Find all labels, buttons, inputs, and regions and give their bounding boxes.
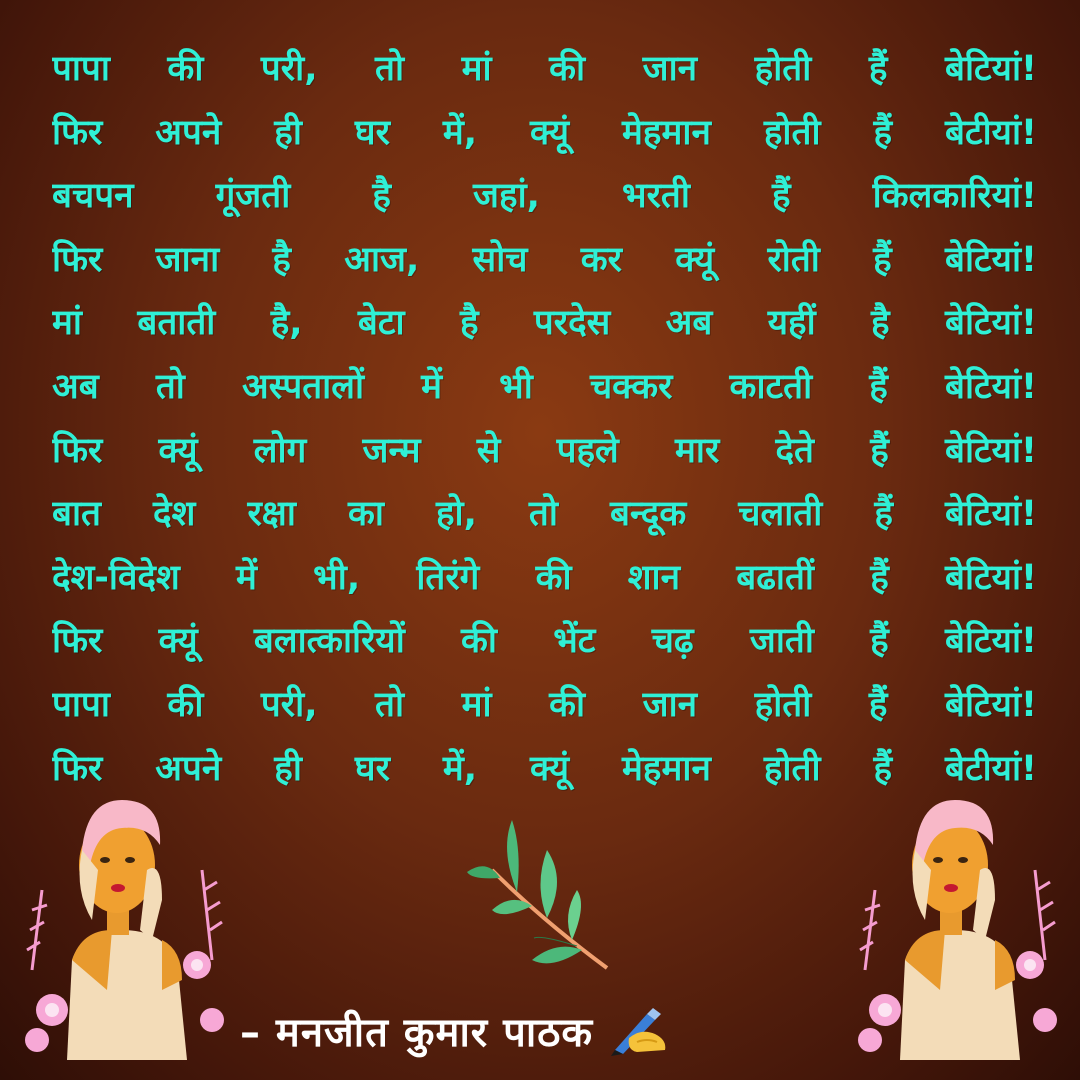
author-signature: [240, 1000, 880, 1060]
poem-line-3: बचपन गूंजती है जहां, भरती हैं किलकारियां!: [52, 176, 1037, 217]
poem-line-8: बात देश रक्षा का हो, तो बन्दूक चलाती हैं बेटियां!: [52, 494, 1037, 535]
leaf-branch-icon: [462, 810, 622, 980]
poem-line-4: फिर जाना है आज, सोच कर क्यूं रोती हैं बेटियां!: [52, 239, 1037, 280]
poem-line-12: फिर अपने ही घर में, क्यूं मेहमान होती हैं बेटीयां!: [52, 748, 1037, 789]
poem-line-5: मां बताती है, बेटा है परदेस अब यहीं है बेटियां!: [52, 303, 1037, 344]
woman-illustration-left: [12, 790, 232, 1060]
author-name: – मनजीत कुमार पाठक: [240, 1009, 594, 1056]
poem-line-6: अब तो अस्पतालों में भी चक्कर काटती हैं बेटियां!: [52, 366, 1037, 407]
poem-line-2: फिर अपने ही घर में, क्यूं मेहमान होती हैं बेटीयां!: [52, 112, 1037, 153]
poem-line-11: पापा की परी, तो मां की जान होती हैं बेटियां!: [52, 684, 1037, 725]
poem-line-1: पापा की परी, तो मां की जान होती हैं बेटियां!: [52, 49, 1037, 89]
poem: [52, 38, 1037, 801]
poem-line-7: फिर क्यूं लोग जन्म से पहले मार देते हैं बेटियां!: [52, 430, 1037, 471]
poem-line-10: फिर क्यूं बलात्कारियों की भेंट चढ़ जाती हैं बेटियां!: [52, 621, 1037, 662]
writing-hand-icon: [607, 1004, 669, 1056]
poem-line-9: देश-विदेश में भी, तिरंगे की शान बढातीं हैं बेटियां!: [52, 557, 1037, 598]
